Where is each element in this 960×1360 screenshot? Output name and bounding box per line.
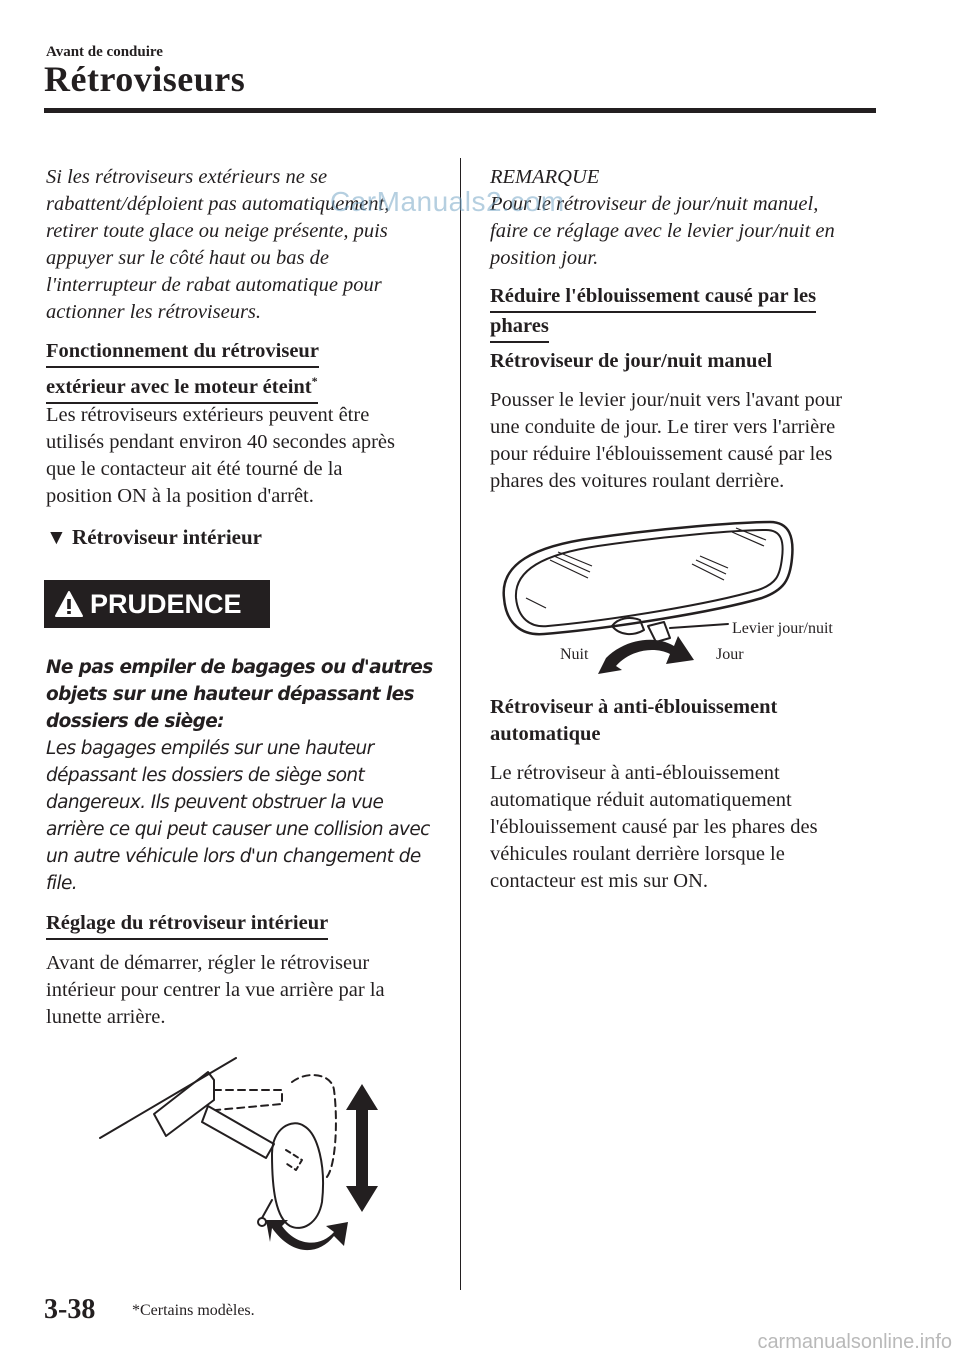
page-number: 3-38 [44, 1294, 96, 1325]
intro-line: rabattent/déploient pas automatiquement, [46, 193, 390, 215]
adjust-line: intérieur pour centrer la vue arrière par la [46, 979, 385, 1001]
manual-paragraph [490, 387, 890, 495]
caution-line: dépassant les dossiers de siège sont [46, 765, 365, 786]
remark-block [490, 164, 890, 272]
intro-line: retirer toute glace ou neige présente, puis [46, 220, 388, 242]
warning-icon [54, 590, 84, 618]
remark-title: REMARQUE [490, 166, 600, 188]
caution-bold-line: Ne pas empiler de bagages ou d'autres [46, 657, 433, 678]
manual-line: pour réduire l'éblouissement causé par les [490, 443, 833, 465]
adjust-heading [46, 910, 328, 940]
caution-line: file. [46, 873, 78, 894]
engine-off-line: Les rétroviseurs extérieurs peuvent être [46, 404, 370, 426]
auto-heading-line2: automatique [490, 723, 601, 745]
footnote: *Certains modèles. [132, 1302, 255, 1319]
adjust-paragraph [46, 950, 446, 1031]
manual-line: phares des voitures roulant derrière. [490, 470, 785, 492]
adjust-heading-text: Réglage du rétroviseur intérieur [46, 910, 328, 940]
remark-line: faire ce réglage avec le levier jour/nuit en [490, 220, 835, 242]
page-title: Rétroviseurs [44, 59, 246, 99]
caution-line: Les bagages empilés sur une hauteur [46, 738, 374, 759]
caution-label: PRUDENCE [90, 588, 242, 619]
triangle-marker-icon: ▼ [46, 525, 67, 549]
caution-body [46, 654, 458, 897]
auto-heading-line1: Rétroviseur à anti-éblouissement [490, 696, 778, 718]
remark-line: Pour le rétroviseur de jour/nuit manuel, [490, 193, 819, 215]
caution-bold-line: objets sur une hauteur dépassant les [46, 684, 414, 705]
engine-off-line: que le contacteur ait été tourné de la [46, 458, 343, 480]
caution-line: un autre véhicule lors d'un changement de [46, 846, 421, 867]
intro-line: l'interrupteur de rabat automatique pour [46, 274, 382, 296]
watermark-bottom: carmanualsonline.info [757, 1331, 952, 1353]
manual-line: une conduite de jour. Le tirer vers l'arrière [490, 416, 836, 438]
manual-heading: Rétroviseur de jour/nuit manuel [490, 350, 773, 372]
engine-off-heading [46, 338, 446, 404]
auto-line: contacteur est mis sur ON. [490, 870, 709, 892]
engine-off-line: utilisés pendant environ 40 secondes après [46, 431, 395, 453]
inner-mirror-adjust-figure [96, 1050, 396, 1260]
engine-off-heading-line2: extérieur avec le moteur éteint [46, 375, 312, 398]
inner-mirror-heading-text: Rétroviseur intérieur [72, 525, 262, 549]
day-label: Jour [716, 646, 744, 663]
auto-line: l'éblouissement causé par les phares des [490, 816, 818, 838]
auto-heading [490, 694, 890, 748]
auto-line: véhicules roulant derrière lorsque le [490, 843, 785, 865]
intro-line: actionner les rétroviseurs. [46, 301, 262, 323]
remark-line: position jour. [490, 247, 599, 269]
glare-heading [490, 283, 890, 343]
manual-line: Pousser le levier jour/nuit vers l'avant pour [490, 389, 843, 411]
caution-badge [44, 580, 270, 628]
intro-line: Si les rétroviseurs extérieurs ne se [46, 166, 328, 188]
adjust-line: Avant de démarrer, régler le rétroviseur [46, 952, 370, 974]
watermark-top: CarManuals2.com [330, 186, 565, 217]
auto-line: automatique réduit automatiquement [490, 789, 792, 811]
caution-line: arrière ce qui peut causer une collision avec [46, 819, 430, 840]
glare-heading-line1: Réduire l'éblouissement causé par les [490, 283, 816, 313]
intro-line: appuyer sur le côté haut ou bas de [46, 247, 329, 269]
inner-mirror-heading [46, 524, 262, 551]
adjust-line: lunette arrière. [46, 1006, 166, 1028]
footnote-mark: * [311, 374, 318, 388]
engine-off-heading-line1: Fonctionnement du rétroviseur [46, 338, 319, 368]
lever-label: Levier jour/nuit [732, 620, 833, 637]
engine-off-paragraph [46, 402, 446, 510]
glare-heading-line2: phares [490, 313, 549, 343]
caution-line: dangereux. Ils peuvent obstruer la vue [46, 792, 384, 813]
caution-bold-line: dossiers de siège: [46, 711, 224, 732]
engine-off-line: position ON à la position d'arrêt. [46, 485, 314, 507]
section-label: Avant de conduire [46, 44, 163, 60]
night-label: Nuit [560, 646, 589, 663]
title-rule [44, 108, 876, 113]
auto-paragraph [490, 760, 890, 895]
column-divider [460, 158, 461, 1290]
day-night-mirror-figure [494, 514, 806, 684]
auto-line: Le rétroviseur à anti-éblouissement [490, 762, 780, 784]
